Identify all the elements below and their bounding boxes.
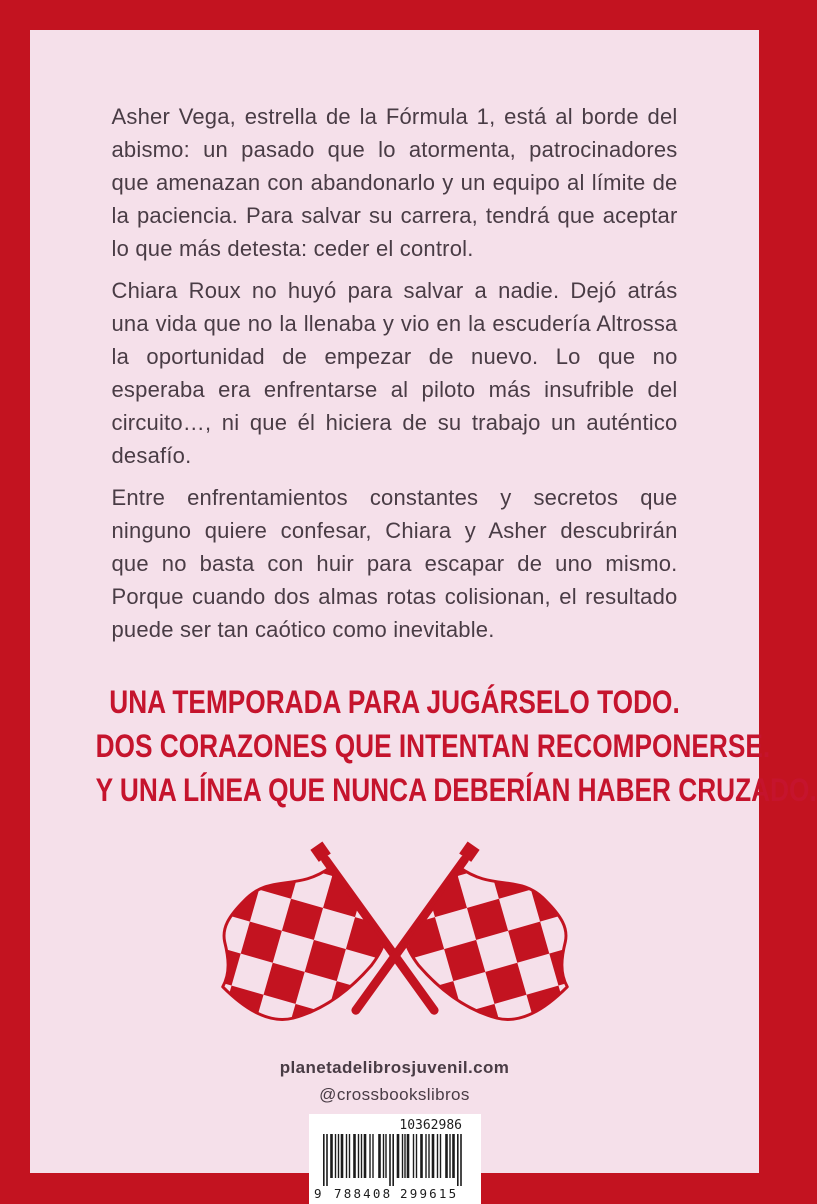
isbn-first-digit: 9 xyxy=(313,1185,322,1201)
tagline-line-3: Y UNA LÍNEA QUE NUNCA DEBERÍAN HABER CRUZADO. xyxy=(95,772,817,808)
tagline-block xyxy=(30,680,817,812)
footer-links xyxy=(30,1058,759,1105)
flags-svg xyxy=(209,838,581,1044)
tagline-line-1: UNA TEMPORADA PARA JUGÁRSELO TODO. xyxy=(109,684,680,720)
synopsis-block xyxy=(112,100,678,646)
barcode-top-number: 10362986 xyxy=(398,1117,462,1133)
isbn-group-2: 299615 xyxy=(399,1185,458,1201)
tagline-line-2: DOS CORAZONES QUE INTENTAN RECOMPONERSE. xyxy=(95,728,771,764)
barcode-panel xyxy=(309,1114,481,1204)
isbn-group-1: 788408 xyxy=(333,1185,392,1201)
crossed-checkered-flags-icon xyxy=(209,838,581,1044)
cover-inner-panel xyxy=(30,30,817,1201)
synopsis-paragraph-3: Entre enfrentamientos constantes y secretos que ninguno quiere confesar, Chiara y Asher descubrirán que no basta con huir para escapar de uno mismo. Porque cuando dos almas rotas colisionan, el resultado puede ser tan caótico como inevitable. xyxy=(111,485,678,642)
barcode-svg xyxy=(309,1114,481,1204)
synopsis-paragraph-2: Chiara Roux no huyó para salvar a nadie. Dejó atrás una vida que no la llenaba y vio en la escudería Altrossa la oportunidad de empezar de nuevo. Lo que no esperaba era enfrentarse al piloto más insufrible del circuito…, ni que él hiciera de su trabajo un auténtico desafío. xyxy=(111,278,678,468)
synopsis-paragraph-1: Asher Vega, estrella de la Fórmula 1, está al borde del abismo: un pasado que lo atormenta, patrocinadores que amenazan con abandonarlo y un equipo al límite de la paciencia. Para salvar su carrera, tendrá que aceptar lo que más detesta: ceder el control. xyxy=(111,104,678,261)
website-url: planetadelibrosjuvenil.com xyxy=(279,1057,510,1077)
social-handle: @crossbookslibros xyxy=(319,1084,470,1104)
